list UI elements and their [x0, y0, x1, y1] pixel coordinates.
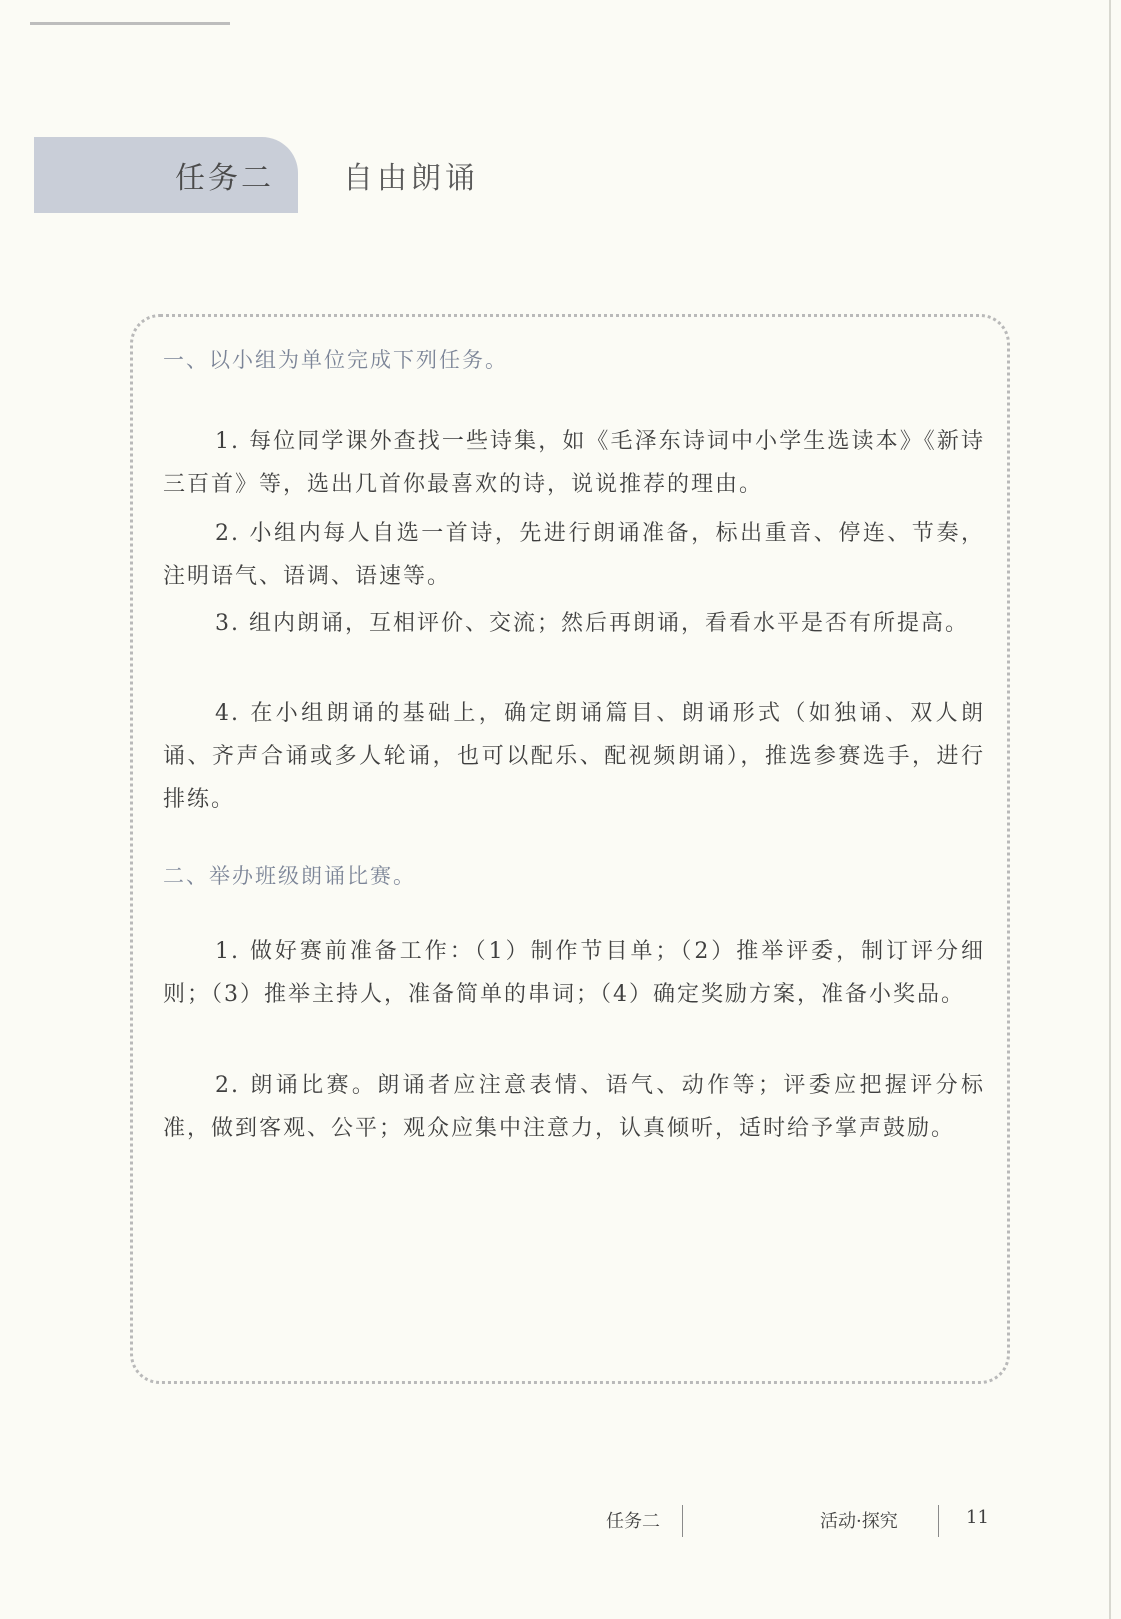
section-heading-1: 一、以小组为单位完成下列任务。 — [163, 348, 508, 372]
section-1-item-1: 1. 每位同学课外查找一些诗集，如《毛泽东诗词中小学生选读本》《新诗三百首》等，选出几首你最喜欢的诗，说说推荐的理由。 — [163, 429, 985, 497]
footer-section-label: 活动·探究 — [820, 1511, 898, 1532]
footer-divider-1 — [682, 1505, 683, 1537]
section-2-item-1: 1. 做好赛前准备工作：（1）制作节目单；（2）推举评委，制订评分细则；（3）推举主持人，准备简单的串词；（4）确定奖励方案，准备小奖品。 — [163, 939, 985, 1007]
section-1-item-2: 2. 小组内每人自选一首诗，先进行朗诵准备，标出重音、停连、节奏，注明语气、语调、语速等。 — [163, 521, 985, 589]
footer-task-label: 任务二 — [606, 1511, 660, 1532]
section-2-item-2: 2. 朗诵比赛。朗诵者应注意表情、语气、动作等；评委应把握评分标准，做到客观、公平；观众应集中注意力，认真倾听，适时给予掌声鼓励。 — [163, 1073, 985, 1141]
page-number: 11 — [966, 1507, 989, 1528]
section-1-item-4: 4. 在小组朗诵的基础上，确定朗诵篇目、朗诵形式（如独诵、双人朗诵、齐声合诵或多人轮诵，也可以配乐、配视频朗诵），推选参赛选手，进行排练。 — [163, 701, 985, 812]
page-right-edge — [1109, 0, 1111, 1619]
section-heading-2: 二、举办班级朗诵比赛。 — [163, 864, 416, 888]
footer-divider-2 — [938, 1505, 939, 1537]
page-top-edge — [30, 22, 230, 25]
section-1-item-3: 3. 组内朗诵，互相评价、交流；然后再朗诵，看看水平是否有所提高。 — [215, 611, 969, 636]
task-header-title: 自由朗诵 — [343, 161, 479, 196]
task-header-label: 任务二 — [175, 161, 274, 196]
